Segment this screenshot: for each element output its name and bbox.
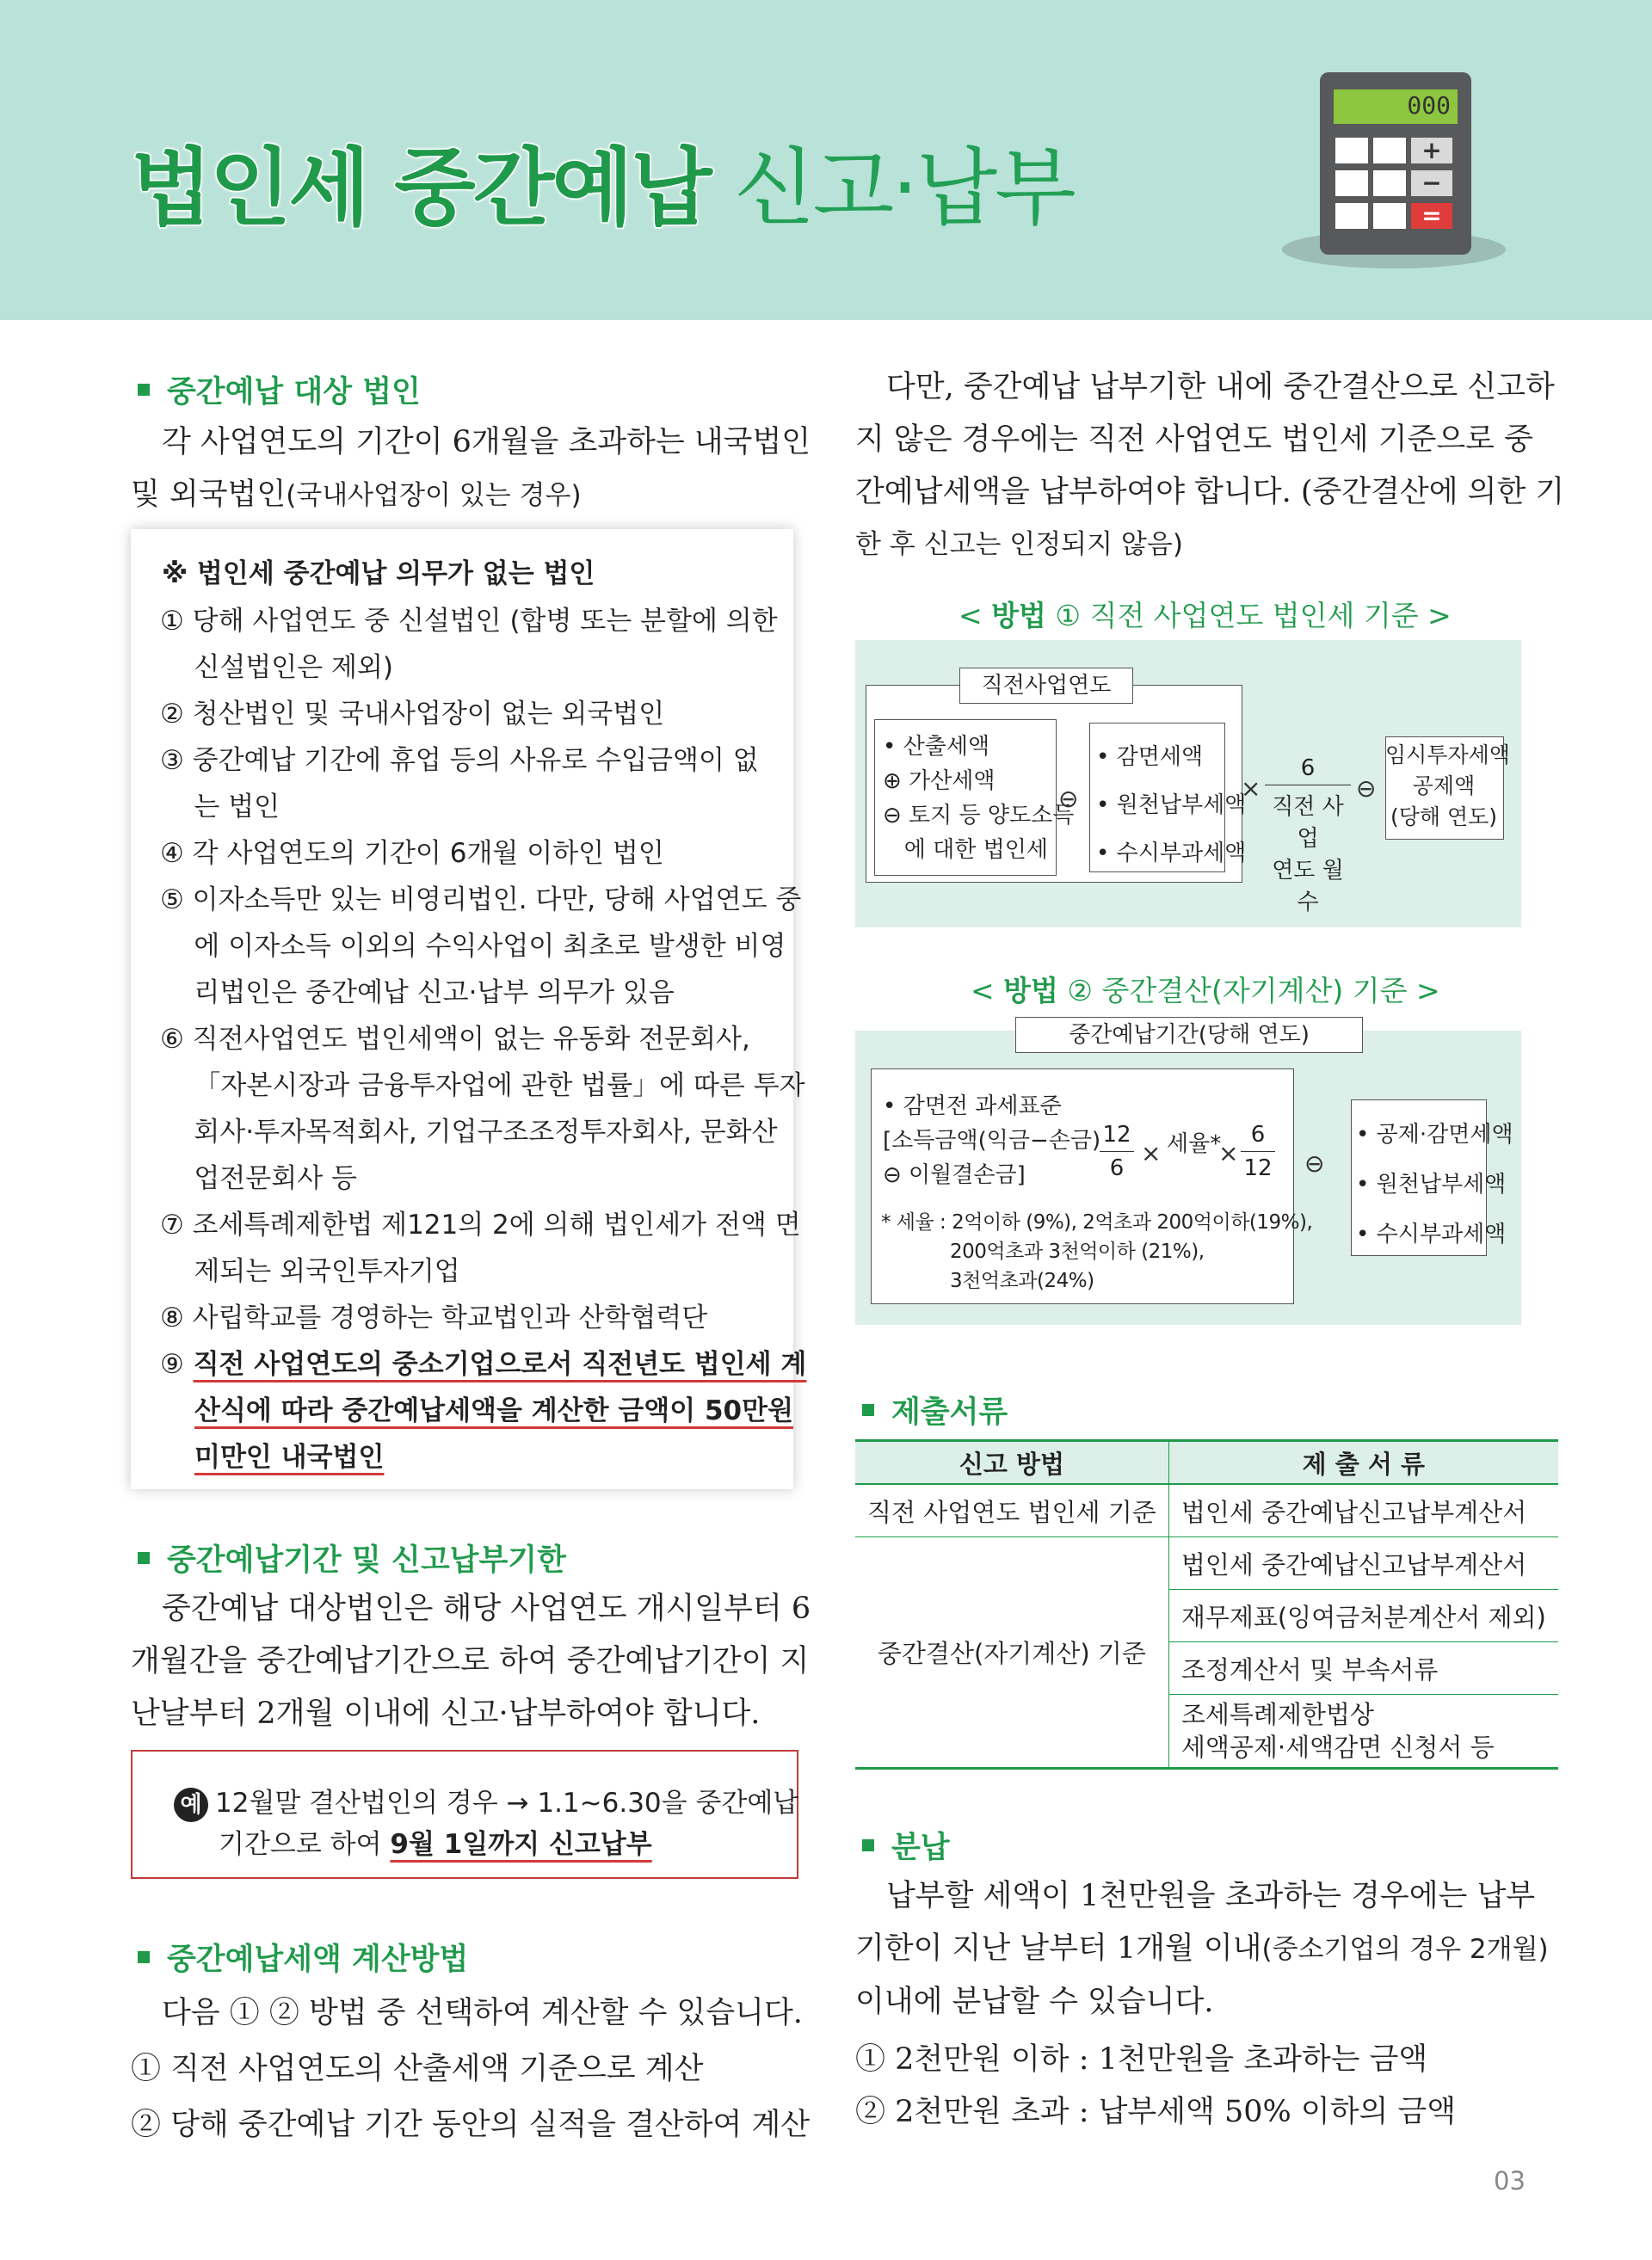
target-paragraph: [131, 416, 811, 522]
section-heading-method: [138, 1936, 468, 1979]
section-heading-target: [138, 368, 421, 411]
column-header: 신고 방법: [855, 1441, 1168, 1485]
period-label: 직전사업연도: [959, 668, 1133, 704]
title-light: 신고·납부: [733, 139, 1074, 237]
list-item: [160, 1295, 707, 1341]
section-heading-docs: [862, 1389, 1008, 1432]
bullet-square-icon: [138, 1552, 150, 1564]
text-line: • 공제·감면세액: [1356, 1122, 1513, 1148]
text-line: • 감면세액: [1096, 744, 1204, 770]
text-span: 방법: [1003, 974, 1058, 1007]
item-line: 리법인은 중간예납 신고·납부 의무가 있음: [160, 977, 675, 1008]
text-span: 방법: [991, 599, 1046, 632]
bullet-square-icon: [138, 384, 150, 396]
item-line: ② 청산법인 및 국내사업장이 없는 외국법인: [160, 699, 665, 730]
section-heading-installment: [862, 1824, 950, 1867]
column-header: 제 출 서 류: [1168, 1441, 1558, 1485]
list-item-highlight: [160, 1341, 806, 1481]
minus-key: −: [1411, 170, 1452, 196]
text-line: ① 직전 사업연도의 산출세액 기준으로 계산: [131, 2052, 704, 2086]
text-line: ② 당해 중간예납 기간 동안의 실적을 결산하여 계산: [131, 2108, 811, 2142]
text-span: <: [971, 974, 1004, 1007]
item-line: ④ 각 사업연도의 기간이 6개월 이하인 법인: [160, 838, 664, 869]
text-line: [소득금액(익금−손금): [883, 1128, 1101, 1154]
plus-key: +: [1411, 138, 1452, 163]
table-cell: 재무제표(잉여금처분계산서 제외): [1168, 1590, 1558, 1642]
numerator: 6: [1300, 755, 1316, 781]
minus-circle-icon: ⊖: [1356, 774, 1377, 803]
item-line: ⑥ 직전사업연도 법인세액이 없는 유동화 전문회사,: [160, 1024, 750, 1055]
text-line: 200억초과 3천억이하 (21%),: [950, 1241, 1205, 1263]
list-item: [160, 598, 778, 691]
text-line: 개월간을 중간예납기간으로 하여 중간예납기간이 지: [131, 1644, 810, 1678]
bullet-square-icon: [862, 1839, 874, 1851]
fraction: [1241, 1122, 1275, 1181]
text-span: 기간으로 하여: [219, 1829, 391, 1860]
equals-key: =: [1411, 203, 1452, 229]
text-line: • 수시부과세액: [1356, 1222, 1507, 1247]
example-box: [131, 1750, 798, 1879]
item-line: ① 당해 사업연도 중 신설법인 (합병 또는 분할에 의한: [160, 606, 778, 637]
text-line: 지 않은 경우에는 직전 사업연도 법인세 기준으로 중: [855, 422, 1533, 457]
item-line: 는 법인: [160, 791, 280, 822]
list-item: [160, 691, 664, 737]
text-line: 이내에 분납할 수 있습니다.: [855, 1985, 1214, 2019]
text-span: 9월 1일까지 신고납부: [390, 1829, 652, 1860]
numerator: 12: [1102, 1122, 1131, 1148]
text-line: ① 2천만원 이하 : 1천만원을 초과하는 금액: [855, 2042, 1428, 2077]
text-line: ⊖ 이월결손금]: [883, 1162, 1026, 1188]
item-line: ③ 중간예납 기간에 휴업 등의 사유로 수입금액이 없: [160, 745, 759, 776]
page-number: 03: [1494, 2166, 1526, 2195]
text-line: ⊖ 토지 등 양도소득: [883, 803, 1075, 828]
numerator: 6: [1250, 1122, 1266, 1148]
example-line: [174, 1781, 798, 1822]
text-line: 중간예납 대상법인은 해당 사업연도 개시일부터 6: [162, 1592, 811, 1626]
multiply-icon: ×: [1141, 1139, 1162, 1167]
text-line: 한 후 신고는 인정되지 않음): [855, 529, 1183, 560]
text-line: [131, 469, 811, 522]
table-cell: 법인세 중간예납신고납부계산서: [1168, 1537, 1558, 1590]
formula-text: [1385, 740, 1510, 833]
heading-text: 중간예납세액 계산방법: [167, 1943, 469, 1977]
item-line: 미만인 내국법인: [194, 1442, 385, 1473]
text-line: * 세율 : 2억이하 (9%), 2억초과 200억이하(19%),: [881, 1211, 1313, 1234]
denominator: 6: [1109, 1155, 1125, 1181]
example-mark-icon: 예: [174, 1788, 208, 1822]
heading-text: 분납: [891, 1831, 950, 1865]
table-cell: 중간결산(자기계산) 기준: [855, 1537, 1168, 1769]
period-paragraph: [131, 1583, 811, 1740]
text-span: (중소기업의 경우 2개월): [1261, 1934, 1549, 1965]
text-line: 조세특례제한법상: [1180, 1700, 1374, 1729]
item-number: ⑨: [160, 1349, 184, 1380]
title-bold: 법인세 중간예납: [131, 139, 710, 237]
text-line: 다음 ① ② 방법 중 선택하여 계산할 수 있습니다.: [162, 1996, 803, 2030]
table-header-row: [855, 1441, 1558, 1485]
item-line: 업전문회사 등: [160, 1163, 357, 1194]
text-line: • 원천납부세액: [1356, 1172, 1507, 1198]
text-line: 세액공제·세액감면 신청서 등: [1180, 1733, 1495, 1762]
text-span: (국내사업장이 있는 경우): [286, 480, 582, 511]
formula-text: [1096, 733, 1246, 878]
text-line: 공제액: [1412, 773, 1476, 798]
text-span: ② 중간결산(자기계산) 기준 >: [1057, 974, 1440, 1007]
text-line: [855, 1923, 1549, 1976]
formula-text: [883, 1089, 1100, 1192]
item-line: ⑦ 조세특례제한법 제121의 2에 의해 법인세가 전액 면: [160, 1210, 801, 1241]
denominator: 직전 사업: [1272, 794, 1344, 852]
item-line: 제되는 외국인투자기업: [160, 1256, 460, 1287]
exempt-corporations-box: [131, 529, 807, 1489]
tax-rate-note: [881, 1208, 1312, 1296]
box-title: ※ 법인세 중간예납 의무가 없는 법인: [162, 558, 595, 589]
item-line: ⑧ 사립학교를 경영하는 학교법인과 산학협력단: [160, 1302, 708, 1333]
text-line: ② 2천만원 초과 : 납부세액 50% 이하의 금액: [855, 2095, 1457, 2129]
fraction: [1265, 755, 1351, 916]
text-line: • 원천납부세액: [1096, 792, 1247, 818]
list-item: [160, 830, 664, 877]
item-line: 신설법인은 제외): [160, 652, 393, 683]
method-paragraph: [131, 1986, 810, 2153]
table-cell: [1168, 1695, 1558, 1769]
table-cell: 직전 사업연도 법인세 기준: [855, 1484, 1168, 1537]
multiply-icon: ×: [1241, 774, 1261, 803]
text-span: 기한이 지난 날부터 1개월 이내: [855, 1931, 1262, 1966]
method1-title: [959, 594, 1452, 634]
heading-text: 제출서류: [891, 1395, 1008, 1430]
list-item: [160, 877, 801, 1016]
table-row: [855, 1484, 1558, 1537]
text-line: ⊕ 가산세액: [883, 768, 996, 794]
text-line: (당해 연도): [1390, 804, 1498, 829]
list-item: [160, 1202, 801, 1295]
documents-table: [855, 1439, 1558, 1770]
item-line: 에 이자소득 이외의 수익사업이 최초로 발생한 비영: [160, 931, 786, 962]
denominator: 연도 월수: [1272, 858, 1344, 915]
bullet-square-icon: [138, 1951, 150, 1963]
table-cell: 법인세 중간예납신고납부계산서: [1168, 1484, 1558, 1537]
text-line: • 산출세액: [883, 734, 990, 760]
intro-paragraph: [855, 361, 1564, 571]
text-line: • 수시부과세액: [1096, 841, 1247, 866]
text-span: ① 직전 사업연도 법인세 기준 >: [1045, 599, 1452, 632]
table-row: [855, 1537, 1558, 1590]
text-line: 3천억초과(24%): [950, 1270, 1094, 1292]
item-line: 산식에 따라 중간예납세액을 계산한 금액이 50만원: [194, 1395, 794, 1426]
text-span: <: [959, 599, 992, 632]
text-line: 납부할 세액이 1천만원을 초과하는 경우에는 납부: [886, 1879, 1536, 1913]
tax-rate-label: 세율*: [1167, 1131, 1222, 1157]
heading-text: 중간예납기간 및 신고납부기한: [167, 1543, 566, 1578]
item-line: ⑤ 이자소득만 있는 비영리법인. 다만, 당해 사업연도 중: [160, 884, 802, 915]
period-label: 중간예납기간(당해 연도): [1015, 1017, 1363, 1053]
text-span: 및 외국법인: [131, 477, 287, 512]
example-line: [219, 1822, 652, 1861]
bullet-square-icon: [862, 1404, 874, 1416]
item-line: 직전 사업연도의 중소기업으로서 직전년도 법인세 계: [193, 1349, 807, 1380]
formula-text: [1356, 1110, 1513, 1259]
heading-text: 중간예납 대상 법인: [167, 375, 421, 410]
text-line: 다만, 중간예납 납부기한 내에 중간결산으로 신고하: [886, 370, 1555, 404]
multiply-icon: ×: [1218, 1139, 1239, 1167]
page-title: [131, 120, 1074, 242]
text-line: 난날부터 2개월 이내에 신고·납부하여야 합니다.: [131, 1697, 761, 1731]
calculator-display: 000: [1407, 91, 1451, 120]
table-cell: 조정계산서 및 부속서류: [1168, 1642, 1558, 1695]
section-heading-period: [138, 1536, 566, 1580]
installment-paragraph: [855, 1870, 1549, 2139]
text-line: 각 사업연도의 기간이 6개월을 초과하는 내국법인: [162, 425, 811, 459]
list-item: [160, 1016, 805, 1202]
fraction: [1100, 1122, 1134, 1181]
text-line: 임시투자세액: [1385, 742, 1510, 767]
method2-title: [971, 969, 1440, 1009]
text-span: 12월말 결산법인의 경우 → 1.1~6.30을 중간예납: [215, 1788, 799, 1819]
formula-text: [883, 730, 1074, 867]
minus-circle-icon: ⊖: [1304, 1149, 1325, 1178]
list-item: [160, 737, 759, 830]
minus-circle-icon: ⊖: [1058, 785, 1079, 813]
denominator: 12: [1243, 1155, 1273, 1181]
text-line: • 감면전 과세표준: [883, 1093, 1062, 1119]
text-line: 에 대한 법인세: [883, 837, 1049, 863]
text-line: 간예납세액을 납부하여야 합니다. (중간결산에 의한 기: [855, 475, 1565, 509]
item-line: 「자본시장과 금융투자업에 관한 법률」에 따른 투자: [160, 1070, 805, 1101]
item-line: 회사·투자목적회사, 기업구조조정투자회사, 문화산: [160, 1117, 778, 1148]
